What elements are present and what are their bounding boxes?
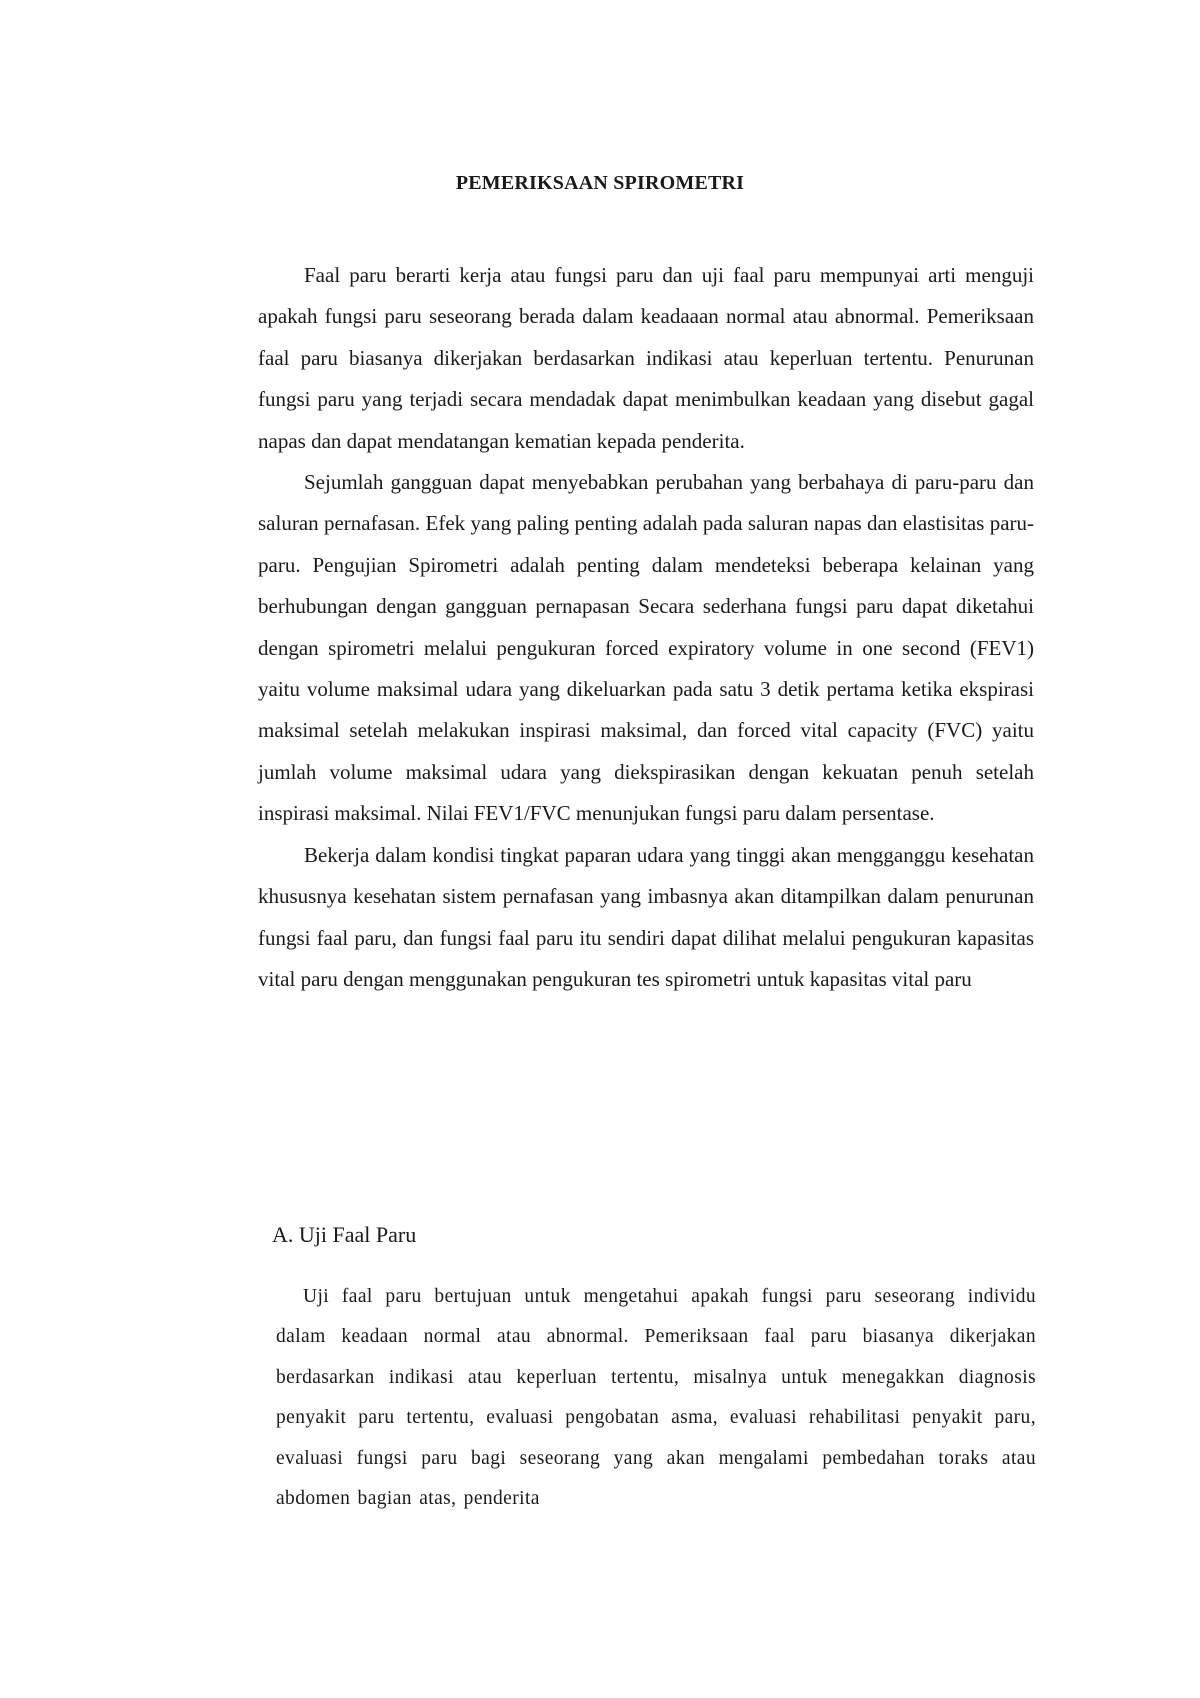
document-title: PEMERIKSAAN SPIROMETRI — [455, 172, 745, 194]
paragraph-bekerja: Bekerja dalam kondisi tingkat paparan udara yang tinggi akan mengganggu kesehatan khususnya kesehatan sistem pernafasan yang imbasnya akan ditampilkan dalam penurunan fungsi faal paru, dan fungsi faal paru itu sendiri dapat dilihat melalui pengukuran kapasitas vital paru dengan menggunakan pengukuran tes spirometri untuk kapasitas vital paru — [258, 842, 1034, 991]
paragraph-uji-faal-paru: Uji faal paru bertujuan untuk mengetahui apakah fungsi paru seseorang individu dalam keadaan normal atau abnormal. Pemeriksaan faal paru biasanya dikerjakan berdasarkan indikasi atau keperluan tertentu, misalnya untuk menegakkan diagnosis penyakit paru tertentu, evaluasi pengobatan asma, evaluasi rehabilitasi penyakit paru, evaluasi fungsi paru bagi seseorang yang akan mengalami pembedahan toraks atau abdomen bagian atas, penderita — [276, 1286, 1036, 1510]
section-body-uji-faal-paru — [276, 1277, 1036, 1519]
document-body — [258, 255, 1034, 1000]
paragraph-faal-paru: Faal paru berarti kerja atau fungsi paru dan uji faal paru mempunyai arti menguji apakah fungsi paru seseorang berada dalam keadaaan normal atau abnormal. Pemeriksaan faal paru biasanya dikerjakan berdasarkan indikasi atau keperluan tertentu. Penurunan fungsi paru yang terjadi secara mendadak dapat menimbulkan keadaan yang disebut gagal napas dan dapat mendatangan kematian kepada penderita. — [258, 263, 1034, 453]
paragraph-gangguan: Sejumlah gangguan dapat menyebabkan perubahan yang berbahaya di paru-paru dan saluran pernafasan. Efek yang paling penting adalah pada saluran napas dan elastisitas paru-paru. Pengujian Spirometri adalah penting dalam mendeteksi beberapa kelainan yang berhubungan dengan gangguan pernapasan Secara sederhana fungsi paru dapat diketahui dengan spirometri melalui pengukuran forced expiratory volume in one second (FEV1) yaitu volume maksimal udara yang dikeluarkan pada satu 3 detik pertama ketika ekspirasi maksimal setelah melakukan inspirasi maksimal, dan forced vital capacity (FVC) yaitu jumlah volume maksimal udara yang diekspirasikan dengan kekuatan penuh setelah inspirasi maksimal. Nilai FEV1/FVC menunjukan fungsi paru dalam persentase. — [258, 470, 1034, 826]
section-heading-uji-faal-paru: A. Uji Faal Paru — [272, 1222, 417, 1247]
